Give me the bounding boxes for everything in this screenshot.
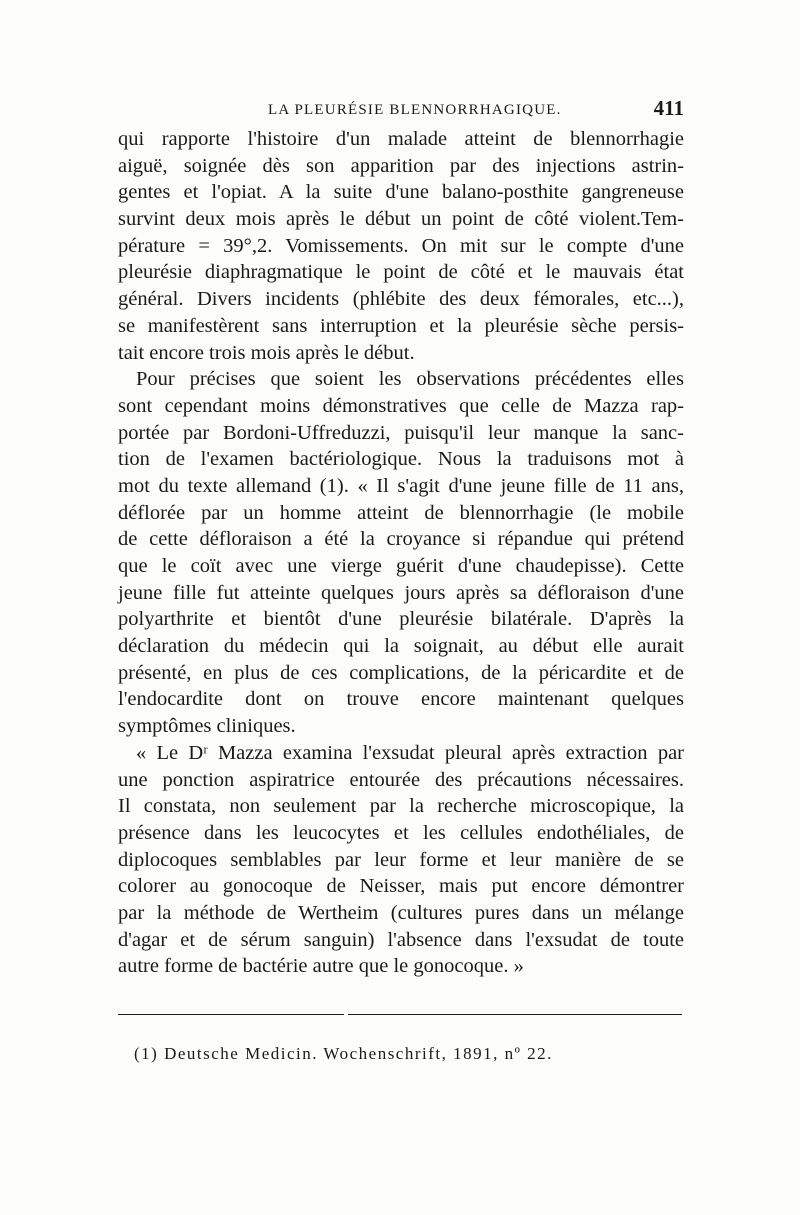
paragraph-1 [118,126,684,366]
footnote-rule-left [118,1014,344,1015]
text-line: survint deux mois après le début un point de côté violent.Tem- [118,208,684,231]
text-line: gentes et l'opiat. A la suite d'une balano-posthite gangreneuse [118,181,684,204]
text-line: aiguë, soignée dès son apparition par des injections astrin- [118,154,684,177]
text-line: déflorée par un homme atteint de blennorrhagie (le mobile [118,501,684,524]
text-line: se manifestèrent sans interruption et la pleurésie sèche persis- [118,314,684,337]
text-line: colorer au gonocoque de Neisser, mais put encore démontrer [118,875,684,898]
text-line: pérature = 39°,2. Vomissements. On mit sur le compte d'une [118,234,684,257]
text-line: pleurésie diaphragmatique le point de côté et le mauvais état [118,261,684,284]
text-line: de cette défloraison a été la croyance si répandue qui prétend [118,528,684,551]
text-line: tion de l'examen bactériologique. Nous la traduisons mot à [118,448,684,471]
footnote: (1) Deutsche Medicin. Wochenschrift, 1891, nº 22. [134,1044,553,1063]
text-line: présence dans les leucocytes et les cellules endothéliales, de [118,821,684,844]
text-line: diplocoques semblables par leur forme et leur manière de se [118,848,684,871]
running-title: LA PLEURÉSIE BLENNORRHAGIQUE. [268,102,562,118]
text-line: polyarthrite et bientôt d'une pleurésie bilatérale. D'après la [118,608,684,631]
text-line: par la méthode de Wertheim (cultures pures dans un mélange [118,901,684,924]
footnote-rule-right [348,1014,682,1015]
text-line: « Le Dʳ Mazza examina l'exsudat pleural après extraction par [136,741,684,764]
text-line: présenté, en plus de ces complications, de la péricardite et de [118,661,684,684]
text-line: Il constata, non seulement par la recherche microscopique, la [118,795,684,818]
text-line: que le coït avec une vierge guérit d'une chaudepisse). Cette [118,555,684,577]
text-line: tait encore trois mois après le début. [118,341,415,364]
paragraph-2 [118,366,684,740]
text-line: mot du texte allemand (1). « Il s'agit d'une jeune fille de 11 ans, [118,474,684,497]
text-line: d'agar et de sérum sanguin) l'absence dans l'exsudat de toute [118,928,684,951]
text-line: général. Divers incidents (phlébite des deux fémorales, etc...), [118,288,684,311]
text-line: sont cependant moins démonstratives que celle de Mazza rap- [118,394,684,417]
body-text [118,126,684,980]
text-line: l'endocardite dont on trouve encore maintenant quelques [118,688,684,711]
text-line: une ponction aspiratrice entourée des précautions nécessaires. [118,768,684,791]
text-line: jeune fille fut atteinte quelques jours après sa défloraison d'une [118,581,684,604]
text-line: qui rapporte l'histoire d'un malade atteint de blennorrhagie [118,128,684,150]
paragraph-3 [118,740,684,980]
text-line: déclaration du médecin qui la soignait, au début elle aurait [118,635,684,658]
text-line: portée par Bordoni-Uffreduzzi, puisqu'il leur manque la sanc- [118,421,684,444]
text-line: Pour précises que soient les observations précédentes elles [136,368,684,391]
page-header [118,96,684,126]
text-line: autre forme de bactérie autre que le gonocoque. » [118,955,524,978]
text-line: symptômes cliniques. [118,715,296,738]
page-number: 411 [653,96,684,120]
